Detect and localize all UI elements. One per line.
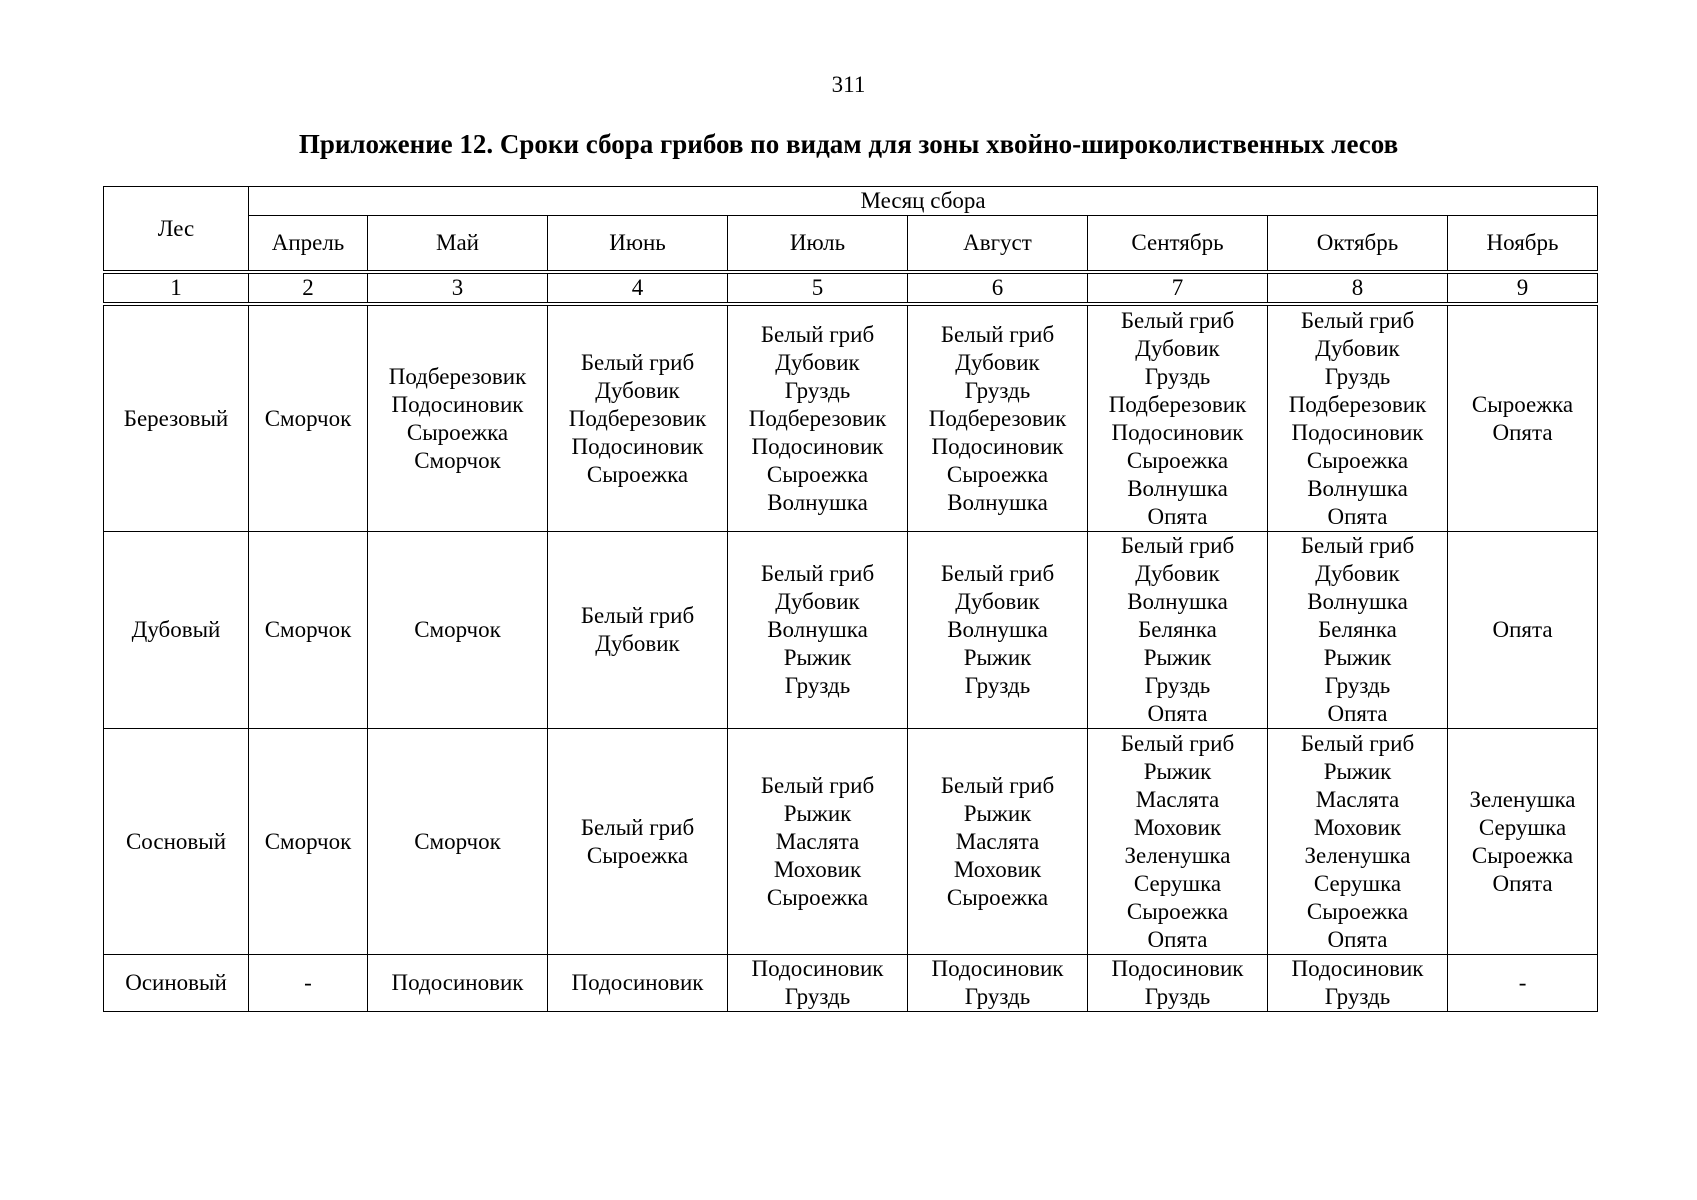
- header-row-months: [104, 216, 1598, 273]
- month-cell: [728, 304, 908, 532]
- month-cell: [1268, 955, 1448, 1012]
- mushroom-name: Белый гриб: [940, 772, 1055, 798]
- mushroom-name: Опята: [1327, 503, 1388, 529]
- column-number: 2: [249, 272, 368, 304]
- column-number: 5: [728, 272, 908, 304]
- mushroom-name: Сыроежка: [946, 884, 1049, 910]
- column-number: 1: [104, 272, 249, 304]
- mushroom-name: Дубовик: [775, 589, 860, 614]
- mushroom-name: Дубовик: [1315, 335, 1400, 361]
- mushroom-name: Белый гриб: [1300, 730, 1415, 756]
- mushroom-name: Сыроежка: [406, 419, 509, 445]
- mushroom-name: Опята: [1147, 503, 1208, 529]
- mushroom-name: Дубовик: [595, 631, 680, 656]
- month-cell: [1448, 955, 1598, 1012]
- mushroom-name: Сыроежка: [946, 461, 1049, 487]
- mushroom-name: Груздь: [784, 984, 851, 1009]
- mushroom-name: Белый гриб: [760, 321, 875, 347]
- mushroom-name: Рыжик: [1323, 758, 1392, 784]
- mushroom-name: Сыроежка: [1471, 842, 1574, 868]
- mushroom-name: Груздь: [1324, 363, 1391, 389]
- month-cell: [1448, 532, 1598, 729]
- mushroom-name: Волнушка: [1127, 589, 1228, 614]
- month-header: Октябрь: [1268, 216, 1448, 273]
- month-cell: [908, 532, 1088, 729]
- mushroom-name: Белый гриб: [580, 349, 695, 375]
- mushroom-name: Сыроежка: [766, 884, 869, 910]
- column-number: 6: [908, 272, 1088, 304]
- mushroom-name: Моховик: [953, 856, 1042, 882]
- mushroom-name: Опята: [1327, 926, 1388, 952]
- table-row: [104, 532, 1598, 729]
- table-body: [104, 187, 1598, 1012]
- month-cell: [1268, 304, 1448, 532]
- mushroom-name: Сыроежка: [586, 842, 689, 868]
- mushroom-name: Рыжик: [1143, 758, 1212, 784]
- mushroom-name: Дубовик: [1135, 335, 1220, 361]
- month-cell: [728, 729, 908, 955]
- mushroom-name: Груздь: [1144, 673, 1211, 698]
- mushroom-name: Маслята: [955, 828, 1040, 854]
- forest-type-cell: Дубовый: [104, 532, 249, 729]
- mushroom-name: Опята: [1327, 701, 1388, 726]
- mushroom-name: Дубовик: [955, 589, 1040, 614]
- mushroom-name: Белый гриб: [1120, 533, 1235, 558]
- mushroom-name: Рыжик: [1143, 645, 1212, 670]
- month-cell: [249, 729, 368, 955]
- month-cell: [368, 955, 548, 1012]
- mushroom-harvest-table: [103, 186, 1598, 1012]
- mushroom-name: Волнушка: [767, 489, 868, 515]
- mushroom-name: Опята: [1492, 870, 1553, 896]
- mushroom-name: Серушка: [1313, 870, 1402, 896]
- column-number: 8: [1268, 272, 1448, 304]
- mushroom-name: Рыжик: [963, 800, 1032, 826]
- mushroom-name: Рыжик: [783, 645, 852, 670]
- mushroom-name: Сыроежка: [1471, 391, 1574, 417]
- mushroom-name: Груздь: [784, 673, 851, 698]
- mushroom-name: Маслята: [775, 828, 860, 854]
- mushroom-name: Волнушка: [767, 617, 868, 642]
- mushroom-name: Белый гриб: [760, 772, 875, 798]
- mushroom-name: Сыроежка: [1306, 447, 1409, 473]
- mushroom-name: Подосиновик: [391, 391, 524, 417]
- mushroom-name: Белый гриб: [1300, 533, 1415, 558]
- month-header: Ноябрь: [1448, 216, 1598, 273]
- month-cell: [1268, 532, 1448, 729]
- forest-type-cell: Осиновый: [104, 955, 249, 1012]
- mushroom-name: Сморчок: [264, 617, 352, 642]
- mushroom-name: Сыроежка: [1306, 898, 1409, 924]
- mushroom-name: Белянка: [1318, 617, 1397, 642]
- mushroom-name: Груздь: [964, 673, 1031, 698]
- mushroom-name: Маслята: [1315, 786, 1400, 812]
- mushroom-name: Волнушка: [947, 617, 1048, 642]
- mushroom-name: Подосиновик: [751, 956, 884, 981]
- month-header: Апрель: [249, 216, 368, 273]
- mushroom-name: Дубовик: [955, 349, 1040, 375]
- month-header: Сентябрь: [1088, 216, 1268, 273]
- mushroom-name: Подосиновик: [1111, 419, 1244, 445]
- month-cell: [548, 729, 728, 955]
- mushroom-name: Подосиновик: [751, 433, 884, 459]
- mushroom-name: Сморчок: [264, 405, 352, 431]
- month-header: Август: [908, 216, 1088, 273]
- month-cell: [1448, 729, 1598, 955]
- mushroom-name: Подосиновик: [1291, 419, 1424, 445]
- mushroom-name: Волнушка: [1127, 475, 1228, 501]
- forest-type-cell: Березовый: [104, 304, 249, 532]
- mushroom-name: Волнушка: [947, 489, 1048, 515]
- mushroom-name: Опята: [1147, 701, 1208, 726]
- month-cell: [548, 532, 728, 729]
- month-cell: [728, 955, 908, 1012]
- mushroom-name: Дубовик: [595, 377, 680, 403]
- mushroom-name: Моховик: [1133, 814, 1222, 840]
- mushroom-name: Сморчок: [264, 828, 352, 854]
- month-group-header: Месяц сбора: [249, 187, 1598, 216]
- mushroom-name: Маслята: [1135, 786, 1220, 812]
- month-cell: [908, 304, 1088, 532]
- mushroom-name: Белый гриб: [1120, 307, 1235, 333]
- mushroom-name: Зеленушка: [1469, 786, 1576, 812]
- mushroom-name: Белый гриб: [940, 321, 1055, 347]
- mushroom-name: Сморчок: [414, 447, 501, 473]
- month-cell: [249, 955, 368, 1012]
- table-row: [104, 304, 1598, 532]
- month-cell: [1448, 304, 1598, 532]
- mushroom-name: Зеленушка: [1124, 842, 1231, 868]
- month-cell: [548, 304, 728, 532]
- month-cell: [1088, 532, 1268, 729]
- mushroom-name: Сморчок: [414, 828, 501, 854]
- mushroom-name: Белый гриб: [760, 561, 875, 586]
- month-cell: [908, 955, 1088, 1012]
- mushroom-name: Зеленушка: [1304, 842, 1411, 868]
- mushroom-name: Груздь: [1144, 363, 1211, 389]
- mushroom-name: Груздь: [964, 984, 1031, 1009]
- page-title: Приложение 12. Сроки сбора грибов по видам для зоны хвойно-широколиственных лесов: [298, 129, 1399, 159]
- month-cell: [1088, 955, 1268, 1012]
- mushroom-name: Подосиновик: [931, 956, 1064, 981]
- month-cell: [368, 304, 548, 532]
- month-cell: [908, 729, 1088, 955]
- month-cell: [1088, 729, 1268, 955]
- mushroom-name: Подберезовик: [1288, 391, 1427, 417]
- mushroom-name: Белый гриб: [580, 814, 695, 840]
- mushroom-name: Дубовик: [775, 349, 860, 375]
- month-cell: [728, 532, 908, 729]
- mushroom-name: Опята: [1492, 419, 1553, 445]
- page-number: 311: [831, 72, 866, 97]
- mushroom-name: -: [304, 970, 312, 995]
- mushroom-name: Белый гриб: [1120, 730, 1235, 756]
- mushroom-name: Груздь: [1324, 673, 1391, 698]
- column-number: 7: [1088, 272, 1268, 304]
- mushroom-name: Сыроежка: [1126, 447, 1229, 473]
- month-header: Июль: [728, 216, 908, 273]
- mushroom-name: Груздь: [784, 377, 851, 403]
- mushroom-name: Моховик: [773, 856, 862, 882]
- month-cell: [548, 955, 728, 1012]
- mushroom-name: Подосиновик: [1111, 956, 1244, 981]
- mushroom-name: Дубовик: [1135, 561, 1220, 586]
- mushroom-name: Сыроежка: [1126, 898, 1229, 924]
- mushroom-name: Белый гриб: [940, 561, 1055, 586]
- forest-type-cell: Сосновый: [104, 729, 249, 955]
- column-numbers-row: [104, 272, 1598, 304]
- mushroom-name: Серушка: [1133, 870, 1222, 896]
- table-row: [104, 955, 1598, 1012]
- mushroom-name: Подосиновик: [571, 970, 704, 995]
- mushroom-name: Сморчок: [414, 617, 501, 642]
- month-cell: [1088, 304, 1268, 532]
- mushroom-name: Моховик: [1313, 814, 1402, 840]
- mushroom-name: Сыроежка: [766, 461, 869, 487]
- mushroom-name: Подберезовик: [928, 405, 1067, 431]
- mushroom-name: Опята: [1492, 617, 1553, 642]
- mushroom-name: Подберезовик: [1108, 391, 1247, 417]
- mushroom-name: Подосиновик: [391, 970, 524, 995]
- mushroom-name: Рыжик: [1323, 645, 1392, 670]
- mushroom-name: Подберезовик: [568, 405, 707, 431]
- month-header: Июнь: [548, 216, 728, 273]
- mushroom-name: Рыжик: [783, 800, 852, 826]
- mushroom-name: Серушка: [1478, 814, 1567, 840]
- mushroom-name: Белянка: [1138, 617, 1217, 642]
- mushroom-name: Белый гриб: [580, 603, 695, 628]
- month-header: Май: [368, 216, 548, 273]
- mushroom-name: Подосиновик: [931, 433, 1064, 459]
- mushroom-name: -: [1518, 970, 1527, 995]
- mushroom-name: Волнушка: [1307, 475, 1408, 501]
- header-row-group: [104, 187, 1598, 216]
- mushroom-name: Подосиновик: [571, 433, 704, 459]
- mushroom-name: Опята: [1147, 926, 1208, 952]
- mushroom-name: Рыжик: [963, 645, 1032, 670]
- month-cell: [368, 729, 548, 955]
- mushroom-name: Груздь: [964, 377, 1031, 403]
- mushroom-name: Подберезовик: [748, 405, 887, 431]
- table-row: [104, 729, 1598, 955]
- month-cell: [1268, 729, 1448, 955]
- mushroom-name: Груздь: [1144, 984, 1211, 1009]
- column-number: 9: [1448, 272, 1598, 304]
- column-number: 4: [548, 272, 728, 304]
- mushroom-name: Груздь: [1324, 984, 1391, 1009]
- month-cell: [368, 532, 548, 729]
- column-number: 3: [368, 272, 548, 304]
- month-cell: [249, 532, 368, 729]
- mushroom-name: Сыроежка: [586, 461, 689, 487]
- month-cell: [249, 304, 368, 532]
- mushroom-name: Белый гриб: [1300, 307, 1415, 333]
- mushroom-name: Подосиновик: [1291, 956, 1424, 981]
- mushroom-name: Волнушка: [1307, 589, 1408, 614]
- mushroom-name: Подберезовик: [388, 363, 527, 389]
- forest-header: Лес: [104, 187, 249, 273]
- mushroom-name: Дубовик: [1315, 561, 1400, 586]
